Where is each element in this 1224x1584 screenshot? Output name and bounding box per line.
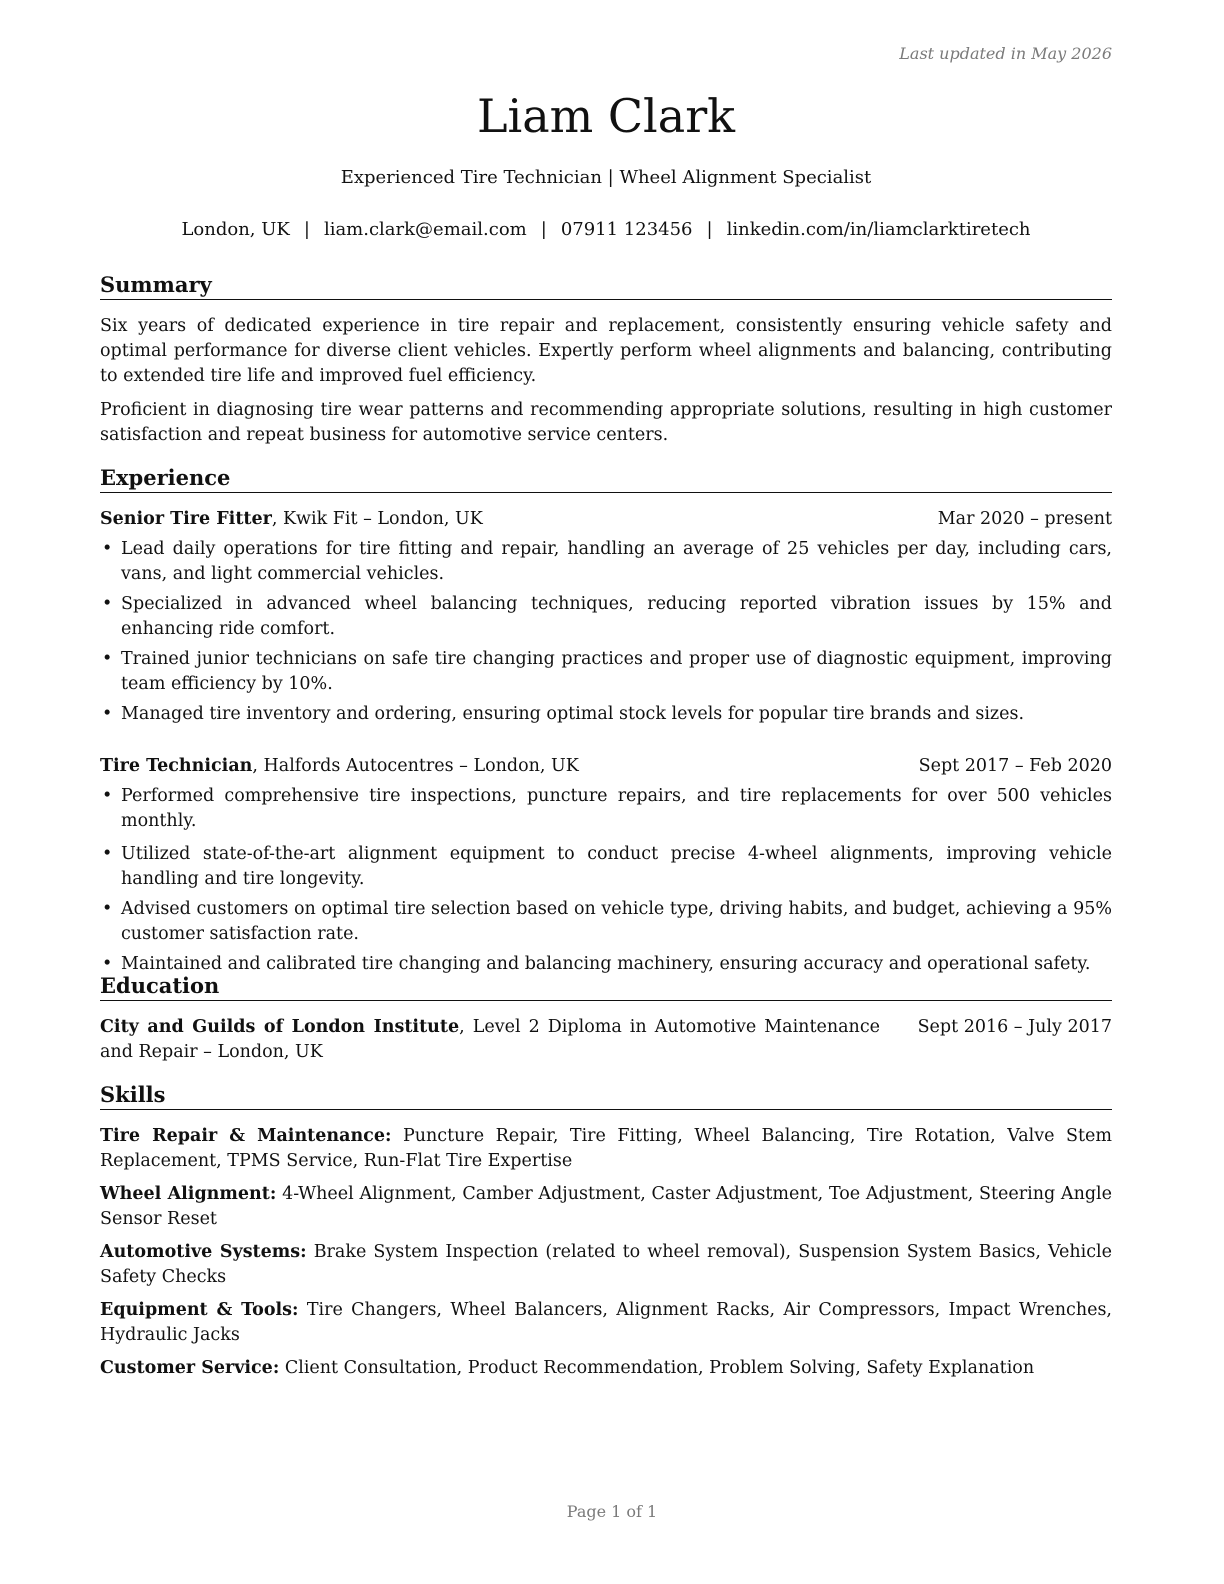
skill-label: Automotive Systems:	[100, 1242, 307, 1262]
job-role: Senior Tire Fitter	[100, 509, 272, 529]
contact-separator: |	[303, 219, 310, 240]
section-title-skills: Skills	[100, 1081, 1112, 1110]
list-item: • Lead daily operations for tire fitting and repair, handling an average of 25 vehicles per day, including cars, vans, and light commercial vehicles.	[100, 537, 1112, 587]
skill-value: Brake System Inspection (related to wheel removal), Suspension System Basics, Vehicle Safety Checks	[100, 1242, 1112, 1287]
job-header	[100, 754, 1112, 779]
skill-value: Client Consultation, Product Recommendation, Problem Solving, Safety Explanation	[279, 1358, 1035, 1378]
list-item: • Performed comprehensive tire inspections, puncture repairs, and tire replacements for over 500 vehicles monthly.	[100, 784, 1112, 834]
job-title-line	[100, 754, 579, 779]
candidate-tagline: Experienced Tire Technician | Wheel Alignment Specialist	[340, 167, 872, 188]
skill-row	[100, 1240, 1112, 1290]
last-updated-note: Last updated in May 2026	[899, 44, 1112, 63]
list-item: • Utilized state-of-the-art alignment equipment to conduct precise 4-wheel alignments, improving vehicle handling and tire longevity.	[100, 842, 1112, 892]
education-institution: City and Guilds of London Institute	[100, 1017, 460, 1037]
summary-paragraph: Six years of dedicated experience in tire repair and replacement, consistently ensuring vehicle safety and optimal performance for diverse client vehicles. Expertly perform wheel alignments and balancing, contributing to extended tire life and improved fuel efficiency.	[100, 316, 1112, 386]
job-dates: Mar 2020 – present	[937, 509, 1112, 529]
education-dates: Sept 2016 – July 2017	[917, 1017, 1112, 1037]
skill-row	[100, 1356, 1112, 1381]
summary-paragraph: Proficient in diagnosing tire wear patterns and recommending appropriate solutions, resulting in high customer satisfaction and repeat business for automotive service centers.	[100, 400, 1112, 445]
education-text	[100, 1015, 880, 1065]
contact-linkedin[interactable]: linkedin.com/in/liamclarktiretech	[726, 219, 1031, 240]
skill-row	[100, 1182, 1112, 1232]
education-details: , Level 2 Diploma in Automotive Maintenance and Repair – London, UK	[100, 1017, 880, 1062]
section-title-experience: Experience	[100, 464, 1112, 493]
contact-phone: 07911 123456	[560, 219, 693, 240]
section-title-education: Education	[100, 972, 1112, 1001]
skill-label: Wheel Alignment:	[100, 1184, 277, 1204]
job-bullets	[100, 537, 1112, 732]
job-dates: Sept 2017 – Feb 2020	[918, 756, 1112, 776]
job-role: Tire Technician	[100, 756, 253, 776]
skill-value: 4-Wheel Alignment, Camber Adjustment, Caster Adjustment, Toe Adjustment, Steering Angle Sensor Reset	[100, 1184, 1112, 1229]
contact-separator: |	[706, 219, 713, 240]
skills-list	[100, 1124, 1112, 1389]
skill-value: Tire Changers, Wheel Balancers, Alignment Racks, Air Compressors, Impact Wrenches, Hydraulic Jacks	[100, 1300, 1112, 1345]
list-item: • Managed tire inventory and ordering, ensuring optimal stock levels for popular tire brands and sizes.	[100, 702, 1112, 727]
skill-label: Tire Repair & Maintenance:	[100, 1126, 392, 1146]
skill-value: Puncture Repair, Tire Fitting, Wheel Balancing, Tire Rotation, Valve Stem Replacement, TPMS Service, Run-Flat Tire Expertise	[100, 1126, 1113, 1171]
contact-separator: |	[540, 219, 547, 240]
contact-line	[100, 219, 1112, 240]
skill-label: Equipment & Tools:	[100, 1300, 299, 1320]
job-company: , Halfords Autocentres – London, UK	[252, 756, 579, 776]
list-item: • Advised customers on optimal tire selection based on vehicle type, driving habits, and budget, achieving a 95% customer satisfaction rate.	[100, 897, 1112, 947]
education-entry	[100, 1015, 1112, 1065]
job-company: , Kwik Fit – London, UK	[271, 509, 483, 529]
list-item: • Maintained and calibrated tire changing and balancing machinery, ensuring accuracy and operational safety.	[100, 952, 1112, 977]
list-item: • Specialized in advanced wheel balancing techniques, reducing reported vibration issues by 15% and enhancing ride comfort.	[100, 592, 1112, 642]
page-number: Page 1 of 1	[566, 1502, 658, 1521]
job-header	[100, 507, 1112, 532]
job-bullets	[100, 784, 1112, 982]
job-title-line	[100, 507, 483, 532]
skill-label: Customer Service:	[100, 1358, 280, 1378]
contact-email[interactable]: liam.clark@email.com	[323, 219, 527, 240]
candidate-name: Liam Clark	[476, 89, 736, 143]
skill-row	[100, 1124, 1112, 1174]
section-title-summary: Summary	[100, 271, 1112, 300]
contact-location: London, UK	[181, 219, 290, 240]
list-item: • Trained junior technicians on safe tire changing practices and proper use of diagnostic equipment, improving team efficiency by 10%.	[100, 647, 1112, 697]
skill-row	[100, 1298, 1112, 1348]
